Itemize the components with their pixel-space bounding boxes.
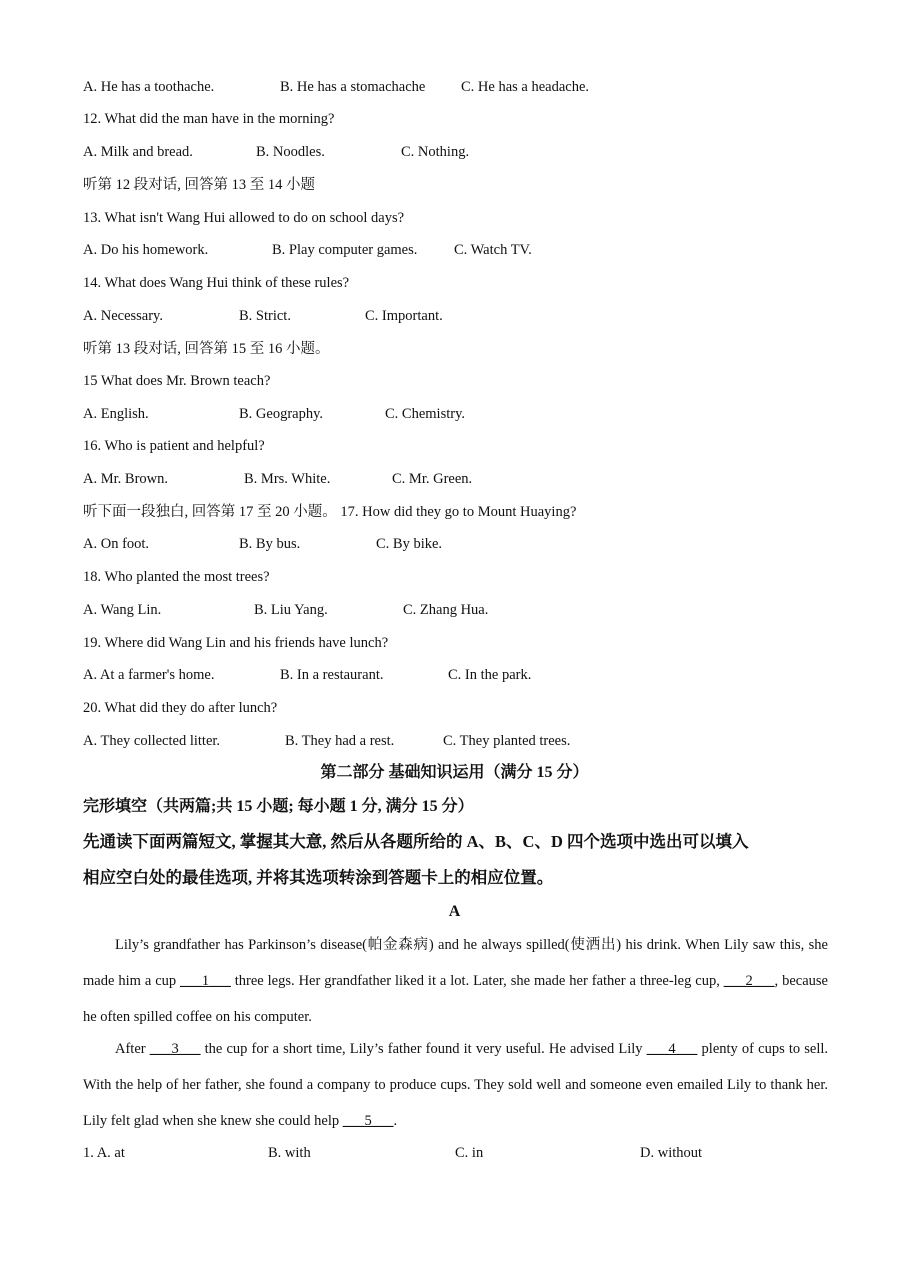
paragraph-text: Lily’s grandfather has Parkinson’s disease(帕金森病) and he always spilled(使洒出) his drink. When Lily saw this, she made him a cup — [83, 937, 828, 989]
passage-paragraph-1 — [83, 927, 828, 1035]
option-b: B. Strict. — [239, 308, 291, 324]
option-c: C. In the park. — [448, 667, 532, 683]
option-c: C. By bike. — [376, 536, 443, 552]
option-a: A. English. — [83, 406, 149, 422]
paragraph-text: plenty of cups to sell. With the help of her father, she found a company to produce cups. They sold well and someone even emailed Lily to thank her. Lily felt glad when she knew she could help — [83, 1041, 829, 1129]
part2-subtitle: 完形填空（共两篇;共 15 小题; 每小题 1 分, 满分 15 分） — [83, 798, 474, 815]
option-a: A. Do his homework. — [83, 242, 209, 258]
listening-heading-12: 听第 12 段对话, 回答第 13 至 14 小题 — [83, 177, 315, 193]
question-15: 15 What does Mr. Brown teach? — [83, 373, 271, 389]
blank-4: ___4___ — [646, 1041, 698, 1057]
paragraph-text: the cup for a short time, Lily’s father found it very useful. He advised Lily — [200, 1041, 647, 1057]
option-c: C. Important. — [365, 308, 443, 324]
option-b: B. Mrs. White. — [244, 471, 331, 487]
option-a: A. At a farmer's home. — [83, 667, 215, 683]
blank-1: ___1___ — [180, 973, 231, 989]
option-a: A. They collected litter. — [83, 733, 221, 749]
option-c: C. Mr. Green. — [392, 471, 473, 487]
paragraph-text: . — [393, 1113, 398, 1129]
option-a: A. On foot. — [83, 536, 150, 552]
part2-title: 第二部分 基础知识运用（满分 15 分） — [320, 764, 589, 781]
listening-heading-17: 听下面一段独白, 回答第 17 至 20 小题。 17. How did they go to Mount Huaying? — [83, 504, 577, 520]
option-a: A. He has a toothache. — [83, 79, 215, 95]
option-c: C. Watch TV. — [454, 242, 532, 258]
question-20: 20. What did they do after lunch? — [83, 700, 278, 716]
listening-heading-13: 听第 13 段对话, 回答第 15 至 16 小题。 — [83, 341, 330, 357]
part2-instruction-2: 相应空白处的最佳选项, 并将其选项转涂到答题卡上的相应位置。 — [83, 868, 554, 887]
question-16: 16. Who is patient and helpful? — [83, 438, 265, 454]
paragraph-text: , because he often spilled coffee on his computer. — [83, 973, 828, 1025]
passage-paragraph-2 — [83, 1031, 828, 1139]
option-b: B. with — [268, 1145, 311, 1161]
question-13: 13. What isn't Wang Hui allowed to do on school days? — [83, 210, 405, 226]
option-b: B. By bus. — [239, 536, 301, 552]
option-c: C. They planted trees. — [443, 733, 571, 749]
question-18: 18. Who planted the most trees? — [83, 569, 270, 585]
question-19: 19. Where did Wang Lin and his friends have lunch? — [83, 635, 389, 651]
option-b: B. Noodles. — [256, 144, 325, 160]
option-c: C. He has a headache. — [461, 79, 590, 95]
option-a: A. Mr. Brown. — [83, 471, 168, 487]
paragraph-text: After — [115, 1041, 150, 1057]
blank-2: ___2___ — [723, 973, 775, 989]
question-14: 14. What does Wang Hui think of these rules? — [83, 275, 350, 291]
paragraph-text: three legs. Her grandfather liked it a lot. Later, she made her father a three-leg cup, — [230, 973, 724, 989]
blank-5: ___5___ — [342, 1113, 394, 1129]
part2-instruction-1: 先通读下面两篇短文, 掌握其大意, 然后从各题所给的 A、B、C、D 四个选项中选出可以填入 — [83, 832, 749, 851]
option-c: C. Nothing. — [401, 144, 470, 160]
option-b: B. In a restaurant. — [280, 667, 384, 683]
passage-heading: A — [448, 903, 461, 920]
option-c: C. Chemistry. — [385, 406, 466, 422]
option-a: A. Milk and bread. — [83, 144, 193, 160]
blank-3: ___3___ — [149, 1041, 201, 1057]
option-b: B. Geography. — [239, 406, 324, 422]
option-b: B. Liu Yang. — [254, 602, 328, 618]
option-c: C. in — [455, 1145, 484, 1161]
option-b: B. They had a rest. — [285, 733, 395, 749]
option-a: A. Necessary. — [83, 308, 163, 324]
question-12: 12. What did the man have in the morning? — [83, 111, 335, 127]
option-a: 1. A. at — [83, 1145, 125, 1161]
option-d: D. without — [640, 1145, 703, 1161]
option-b: B. He has a stomachache — [280, 79, 426, 95]
option-a: A. Wang Lin. — [83, 602, 162, 618]
option-b: B. Play computer games. — [272, 242, 418, 258]
option-c: C. Zhang Hua. — [403, 602, 489, 618]
